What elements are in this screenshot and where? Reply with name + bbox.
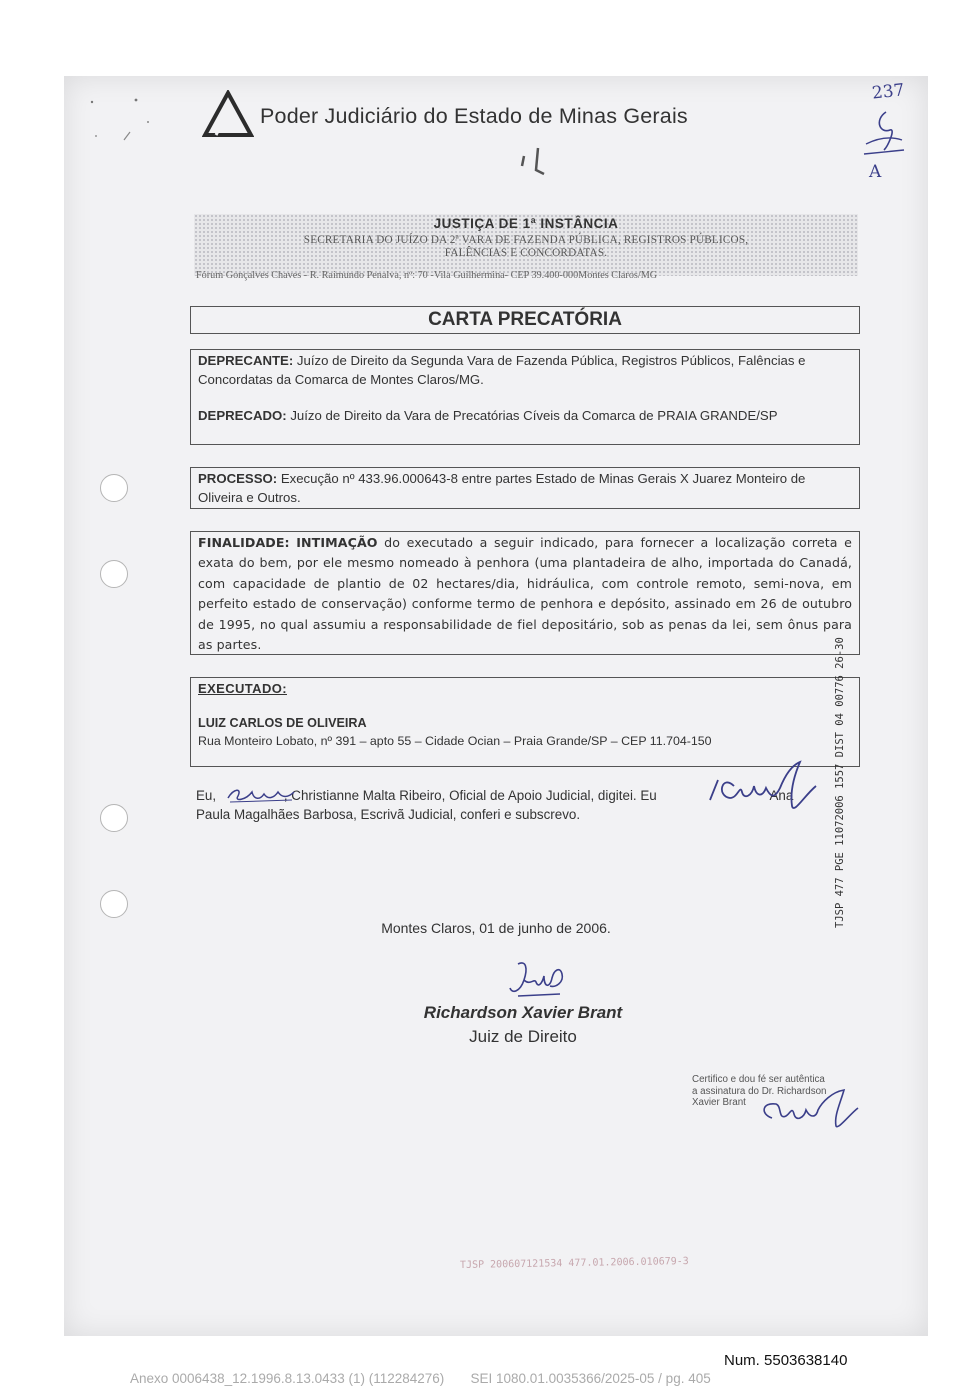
court-header-band (194, 214, 858, 276)
deprecante-paragraph (198, 351, 852, 389)
purpose-text: do executado a seguir indicado, para fornecer a localização correta e exata do bem, por ele mesmo nomeado à penhora (uma plantadeira de alho, importada do Canadá, com capacidade de plantio de 02 hectares/dia, hidráulica, com controle remoto, semi-nova, em perfeito estado de conservação) conforme termo de penhora e depósito, assinado em 26 de outubro de 1995, no qual assumiu a responsabilidade de fiel depositário, sob as penas da lei, sem ônus para as partes. (198, 535, 852, 653)
secretariat-line-2: FALÊNCIAS E CONCORDATAS. (444, 247, 608, 259)
binder-hole (100, 804, 128, 832)
attestation-text-1: , Christianne Malta Ribeiro, Oficial de Apoio Judicial, digitei. Eu (283, 788, 657, 803)
handwritten-initials (844, 106, 914, 166)
secretariat-line (194, 234, 858, 260)
certification-line-2: a assinatura do Dr. Richardson (692, 1085, 827, 1097)
certification-line-1: Certifico e dou fé ser autêntica (692, 1074, 825, 1085)
judge-role: Juiz de Direito (469, 1027, 577, 1046)
place-and-date: Montes Claros, 01 de junho de 2006. (381, 920, 611, 936)
deprecante-label: DEPRECANTE: (198, 353, 294, 368)
annex-reference: Anexo 0006438_12.1996.8.13.0433 (1) (112284276) SEI 1080.01.0035366/2025-05 / pg. 405 (130, 1371, 711, 1386)
stray-marks (512, 142, 552, 182)
binder-hole (100, 890, 128, 918)
clerk-signature (704, 756, 824, 816)
process-paragraph (198, 469, 852, 507)
purpose-box (190, 531, 860, 655)
purpose-action: INTIMAÇÃO (296, 535, 378, 550)
forum-address: Fórum Gonçalves Chaves - R. Raimundo Penalva, nº: 70 -Vila Guilhermina- CEP 39.400-000Montes Claros/MG (196, 270, 658, 281)
scanned-document (64, 76, 928, 1336)
protocol-side-stamp: TJSP 477 PGE 11072006 1557 DIST 04 00776 26-30 (834, 637, 846, 928)
protocol-bottom-stamp: TJSP 200607121534 477.01.2006.010679-3 (459, 1256, 689, 1271)
attestation-text-3: Paula Magalhães Barbosa, Escrivã Judicial, conferi e subscrevo. (196, 807, 581, 822)
document-title-box (190, 306, 860, 334)
debtor-label: EXECUTADO: (198, 681, 287, 696)
typist-signature (224, 780, 298, 806)
document-number: Num. 5503638140 (724, 1352, 848, 1369)
judge-signature (504, 958, 570, 1002)
process-label: PROCESSO: (198, 471, 278, 486)
scan-speckles (84, 92, 174, 162)
document-title: CARTA PRECATÓRIA (428, 309, 622, 330)
purpose-label: FINALIDADE: (198, 535, 290, 550)
deprecante-text: Juízo de Direito da Segunda Vara de Fazenda Pública, Registros Públicos, Falências e Concordatas da Comarca de Montes Claros/MG. (198, 353, 806, 387)
handwritten-page-marker: A (869, 162, 882, 182)
deprecado-paragraph (198, 406, 852, 425)
binder-hole (100, 560, 128, 588)
process-box (190, 467, 860, 509)
attestation-text-2: Ana (769, 788, 794, 803)
certification-signature (752, 1084, 862, 1130)
org-title: Poder Judiciário do Estado de Minas Gerais (260, 104, 688, 128)
handwritten-page-number: 237 (871, 80, 906, 104)
judge-name: Richardson Xavier Brant (423, 1003, 623, 1022)
instance-title: JUSTIÇA DE 1ª INSTÂNCIA (433, 216, 619, 231)
judiciary-logo-icon (202, 90, 254, 138)
secretariat-line-1: SECRETARIA DO JUÍZO DA 2ª VARA DE FAZENDA PÚBLICA, REGISTROS PÚBLICOS, (303, 234, 749, 246)
certification-line-3: Xavier Brant (692, 1097, 746, 1108)
debtor-box (190, 677, 860, 767)
process-text: Execução nº 433.96.000643-8 entre partes Estado de Minas Gerais X Juarez Monteiro de Oliveira e Outros. (198, 471, 806, 505)
deprecado-label: DEPRECADO: (198, 408, 287, 423)
parties-box (190, 349, 860, 445)
debtor-name: LUIZ CARLOS DE OLIVEIRA (198, 716, 367, 730)
attestation-prefix: Eu, (196, 788, 217, 803)
purpose-paragraph (198, 533, 852, 655)
binder-hole (100, 474, 128, 502)
debtor-address: Rua Monteiro Lobato, nº 391 – apto 55 – Cidade Ocian – Praia Grande/SP – CEP 11.704-150 (198, 734, 712, 748)
deprecado-text: Juízo de Direito da Vara de Precatórias Cíveis da Comarca de PRAIA GRANDE/SP (290, 408, 778, 423)
